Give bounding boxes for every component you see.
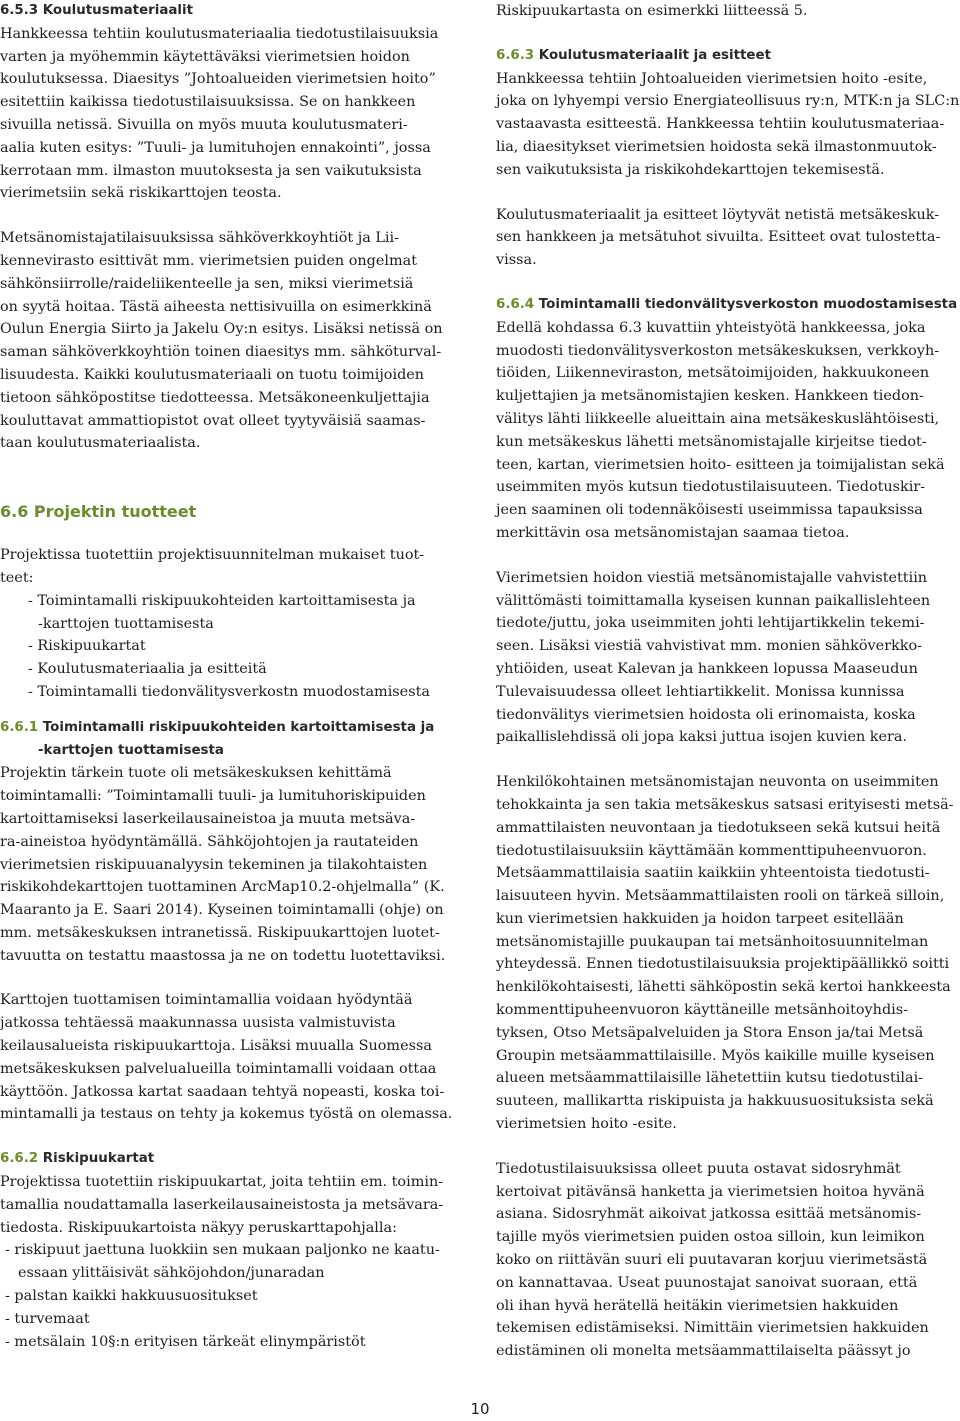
text-line: ammattilaisten neuvontaan ja tiedotukseen sekä kutsui heitä — [496, 819, 941, 836]
text-line: asiana. Sidosryhmät aikoivat jatkossa esittää metsänomis- — [496, 1206, 922, 1223]
bullet-list — [0, 590, 462, 704]
section-number-accent: 6.6.4 — [496, 296, 535, 312]
text-line: laisuuteen hyvin. Metsäammattilaisten rooli on tärkeä silloin, — [496, 888, 945, 905]
section-title-text: Projektin tuotteet — [28, 502, 197, 522]
text-line: paikallislehdissä oli jopa kaksi juttua isojen kuvien kera. — [496, 729, 908, 746]
text-line: Edellä kohdassa 6.3 kuvattiin yhteistyötä hankkeessa, joka — [496, 319, 926, 336]
section-heading-6-6 — [0, 500, 462, 524]
text-line: essaan ylittäisivät sähköjohdon/junaradan — [18, 1265, 325, 1282]
text-line: kuljettajien ja metsänomistajien kesken. Hankkeen tiedon- — [496, 388, 924, 405]
text-line: - Toimintamalli tiedonvälitysverkostn muodostamisesta — [28, 683, 430, 700]
text-line: tiedosta. Riskipuukartoista näkyy peruskarttapohjalla: — [0, 1219, 397, 1236]
section-title-text: Toimintamalli tiedonvälitysverkoston muodostamisesta — [534, 296, 958, 312]
paragraph — [0, 1171, 462, 1239]
text-line: lia, diaesitykset vierimetsien hoidosta sekä ilmastonmuutok- — [496, 138, 937, 155]
text-line: lisuudesta. Kaikki koulutusmateriaali on tuotu toimijoiden — [0, 366, 425, 383]
text-line: - palstan kaikki hakkuusuositukset — [5, 1288, 258, 1305]
text-line: Riskipuukartasta on esimerkki liitteessä 5. — [496, 3, 808, 19]
text-line: koulutuksessa. Diaesitys ”Johtoalueiden vierimetsien hoito” — [0, 71, 436, 88]
paragraph — [0, 227, 462, 455]
paragraph — [496, 204, 960, 272]
section-number-accent: 6.6.2 — [0, 1151, 39, 1167]
text-line: sen vaikutuksista ja riskikohdekarttojen tekemisestä. — [496, 161, 885, 178]
text-line: useimmiten myös kutsun tiedotustilaisuuteen. Tiedotuskir- — [496, 479, 926, 496]
text-line: - riskipuut jaettuna luokkiin sen mukaan paljonko ne kaatu- — [5, 1242, 440, 1259]
text-line: -karttojen tuottamisesta — [38, 742, 224, 758]
text-line: edistäminen oli monelta metsäammattilaiselta päässyt jo — [496, 1343, 911, 1360]
section-title-text: Koulutusmateriaalit ja esitteet — [534, 47, 771, 63]
paragraph — [496, 0, 960, 23]
text-line: tajille myös vierimetsien puiden ostoa silloin, kun leimikon — [496, 1229, 925, 1246]
text-line: vastaavasta esitteestä. Hankkeessa tehtiin koulutusmateriaa- — [496, 116, 945, 133]
text-line: kerrotaan mm. ilmaston muutoksesta ja sen vaikutuksista — [0, 162, 422, 179]
text-line: Tiedotustilaisuuksissa olleet puuta ostavat sidosryhmät — [496, 1160, 901, 1177]
text-line: esitettiin kaikissa tiedotustilaisuuksissa. Se on hankkeen — [0, 94, 416, 111]
text-line: jatkossa tehtäessä maakunnassa uusista valmistuvista — [0, 1015, 396, 1032]
text-line: Hankkeessa tehtiin Johtoalueiden vierimetsien hoito -esite, — [496, 70, 928, 87]
text-line: tiedonvälitys vierimetsien hoidosta oli erinomaista, koska — [496, 706, 916, 723]
text-line: käyttöön. Jatkossa kartat saadaan tehtyä nopeasti, koska toi- — [0, 1083, 445, 1100]
text-line: on kannattavaa. Useat puunostajat sanoivat suoraan, että — [496, 1274, 918, 1291]
section-heading-6-6-3 — [496, 45, 960, 68]
paragraph — [0, 544, 462, 590]
paragraph — [496, 771, 960, 1136]
right-column — [496, 0, 960, 1363]
text-line: tiedote/juttu, joka useimmiten johti lehtijartikkelin tekemi- — [496, 615, 925, 632]
text-line — [496, 45, 960, 68]
text-line: tyksen, Otso Metsäpalveluiden ja Stora Enson ja/tai Metsä — [496, 1024, 924, 1041]
text-line: koko on riittävän suuri eli puutavaran korjuu vierimetsästä — [496, 1252, 928, 1269]
text-line — [0, 1148, 462, 1171]
text-line — [0, 500, 462, 524]
text-line: kertoivat pitävänsä hanketta ja vierimetsien hoitoa hyvänä — [496, 1183, 925, 1200]
text-line: seen. Lisäksi viestiä vahvistivat mm. monien sähköverkko- — [496, 638, 923, 655]
section-heading-6-6-2 — [0, 1148, 462, 1171]
text-line: - turvemaat — [5, 1310, 90, 1327]
text-line: välitys lähti liikkeelle alueittain aina metsäkeskuslähtöisesti, — [496, 410, 940, 427]
text-line: metsäkeskuksen palvelualueilla toimintamalli voidaan ottaa — [0, 1060, 437, 1077]
text-line: jeen saaminen oli todennäköisesti useimmissa tapauksissa — [496, 502, 923, 519]
text-line: Hankkeessa tehtiin koulutusmateriaalia tiedotustilaisuuksia — [0, 25, 439, 42]
text-line: tiöiden, Liikenneviraston, metsätoimijoiden, hakkuukoneen — [496, 365, 930, 382]
left-column — [0, 0, 462, 1353]
text-line: mintamalli ja testaus on tehty ja kokemus työstä on olemassa. — [0, 1106, 453, 1123]
paragraph — [496, 68, 960, 182]
text-line: sähkönsiirrolle/raideliikenteelle ja sen, miksi vierimetsiä — [0, 275, 414, 292]
section-heading-6-6-1 — [0, 717, 462, 763]
text-line: 6.5.3 Koulutusmateriaalit — [0, 3, 194, 18]
text-line: kommenttipuheenvuoron käyttäneille metsänhoitoyhdis- — [496, 1002, 909, 1019]
text-line: alueen metsäammattilaisille lähetettiin kutsu tiedotustilai- — [496, 1070, 924, 1087]
paragraph — [0, 989, 462, 1126]
text-line: tamallia noudattamalla laserkeilausaineistosta ja metsävara- — [0, 1196, 444, 1213]
text-line: metsänomistajille puukaupan tai metsänhoitosuunnitelman — [496, 933, 929, 950]
bullet-list — [0, 1239, 462, 1353]
text-line: keilausalueista riskipuukarttoja. Lisäksi muualla Suomessa — [0, 1038, 432, 1055]
text-line: toimintamalli: ”Toimintamalli tuuli- ja lumituhoriskipuiden — [0, 788, 426, 805]
text-line: tehokkainta ja sen takia metsäkeskus satsasi erityisesti metsä- — [496, 796, 954, 813]
text-line: joka on lyhyempi versio Energiateollisuus ry:n, MTK:n ja SLC:n — [496, 93, 960, 110]
text-line: henkilökohtaisesti, lähetti sähköpostin sekä kertoi hankkeesta — [496, 979, 951, 996]
text-line: vierimetsiin sekä riskikarttojen teosta. — [0, 185, 282, 202]
text-line: mm. metsäkeskuksen intranetissä. Riskipuukarttojen luotet- — [0, 924, 440, 941]
text-line: kouluttavat ammattiopistot ovat olleet tyytyväisiä saamas- — [0, 412, 426, 429]
text-line: muodosti tiedonvälitysverkoston metsäkeskuksen, verkkoyh- — [496, 342, 940, 359]
section-number-accent: 6.6 — [0, 502, 29, 522]
text-line: ra-aineistoa hyödyntämällä. Sähköjohtojen ja rautateiden — [0, 833, 419, 850]
text-line: teet: — [0, 569, 34, 586]
text-line: varten ja myöhemmin käytettäväksi vierimetsien hoidon — [0, 48, 410, 65]
text-line: tavuutta on testattu maastossa ja ne on todettu luotettaviksi. — [0, 947, 446, 964]
text-line: välittömästi toimittamalla kyseisen kunnan paikallislehteen — [496, 592, 931, 609]
text-line: Projektin tärkein tuote oli metsäkeskuksen kehittämä — [0, 765, 392, 782]
text-line: - Koulutusmateriaalia ja esitteitä — [28, 661, 267, 678]
text-line — [496, 294, 960, 317]
text-line: tiedotustilaisuuksiin käyttämään kommenttipuheenvuoron. — [496, 842, 927, 859]
text-line: Karttojen tuottamisen toimintamallia voidaan hyödyntää — [0, 992, 413, 1009]
text-line: Henkilökohtainen metsänomistajan neuvonta on useimmiten — [496, 774, 939, 791]
text-line — [0, 717, 462, 740]
text-line: on syytä hoitaa. Tästä aiheesta nettisivuilla on esimerkkinä — [0, 298, 432, 315]
text-line: vierimetsien hoito -esite. — [496, 1116, 677, 1133]
text-line: aalia kuten esitys: ”Tuuli- ja lumituhojen ennakointi”, jossa — [0, 139, 431, 156]
text-line: Projektissa tuotettiin projektisuunnitelman mukaiset tuot- — [0, 547, 425, 564]
text-line: vissa. — [496, 252, 537, 269]
text-line: sivuilla netissä. Sivuilla on myös muuta koulutusmateri- — [0, 116, 408, 133]
text-line: - Toimintamalli riskipuukohteiden kartoittamisesta ja — [28, 592, 416, 609]
text-line: oli ihan hyvä herätellä heitäkin vierimetsien hakkuiden — [496, 1297, 899, 1314]
text-line: Koulutusmateriaalit ja esitteet löytyvät netistä metsäkeskuk- — [496, 206, 940, 223]
text-line: kun metsäkeskus lähetti metsänomistajalle kirjeitse tiedot- — [496, 433, 927, 450]
text-line: suuteen, mallikartta riskipuista ja hakkuusuosituksista sekä — [496, 1093, 934, 1110]
text-line: vierimetsien riskipuuanalyysin tekeminen ja tilakohtaisten — [0, 856, 428, 873]
text-line: - metsälain 10§:n erityisen tärkeät elinympäristöt — [5, 1333, 366, 1350]
text-line: Groupin metsäammattilaisille. Myös kaikille muille kyseisen — [496, 1047, 935, 1064]
text-line: merkittävin osa metsänomistajan saamaa tietoa. — [496, 524, 850, 541]
text-line: yhteydessä. Ennen tiedotustilaisuuksia projektipäällikkö soitti — [496, 956, 950, 973]
text-line: kartoittamiseksi laserkeilausaineistoa ja muuta metsäva- — [0, 810, 416, 827]
text-line: -karttojen tuottamisesta — [38, 615, 214, 632]
section-title-text: Toimintamalli riskipuukohteiden kartoittamisesta ja — [38, 719, 435, 735]
text-line: Oulun Energia Siirto ja Jakelu Oy:n esitys. Lisäksi netissä on — [0, 321, 443, 338]
section-title-text: Riskipuukartat — [38, 1151, 155, 1167]
text-line: Projektissa tuotettiin riskipuukartat, joita tehtiin em. toimin- — [0, 1174, 444, 1191]
text-line: kun vierimetsien hakkuiden ja hoidon tarpeet esitellään — [496, 910, 904, 927]
text-line: tekemisen edistämiseksi. Nimittäin vierimetsien hakkuiden — [496, 1320, 929, 1337]
page-number: 10 — [470, 1400, 490, 1418]
text-line: Metsänomistajatilaisuuksissa sähköverkkoyhtiöt ja Lii- — [0, 230, 399, 247]
paragraph — [0, 762, 462, 967]
text-line: Tulevaisuudessa olleet lehtiartikkelit. Monissa kunnissa — [496, 683, 905, 700]
text-line: sen hankkeen ja metsätuhot sivuilta. Esitteet ovat tulostetta- — [496, 229, 941, 246]
section-heading-6-6-4 — [496, 294, 960, 317]
text-line: Metsäammattilaisia saatiin kaikkiin yhteentoista tiedotusti- — [496, 865, 930, 882]
paragraph — [496, 1158, 960, 1363]
text-line: teen, kartan, vierimetsien hoito- esitteen ja toimijalistan sekä — [496, 456, 945, 473]
text-line: - Riskipuukartat — [28, 638, 146, 655]
paragraph — [0, 23, 462, 205]
text-line: yhtiöiden, useat Kalevan ja hankkeen lopussa Maaseudun — [496, 660, 918, 677]
text-line: Maaranto ja E. Saari 2014). Kyseinen toimintamalli (ohje) on — [0, 902, 444, 919]
section-number-accent: 6.6.1 — [0, 719, 39, 735]
text-line: saman sähköverkkoyhtiön toinen diaesitys mm. sähköturval- — [0, 344, 442, 361]
section-heading-6-5-3 — [0, 0, 462, 23]
text-line: tietoon sähköpostitse tiedotteessa. Metsäkoneenkuljettajia — [0, 389, 430, 406]
text-line: Vierimetsien hoidon viestiä metsänomistajalle vahvistettiin — [496, 569, 928, 586]
paragraph — [496, 317, 960, 545]
text-line: kennevirasto esittivät mm. vierimetsien puiden ongelmat — [0, 252, 418, 269]
text-line: taan koulutusmateriaalista. — [0, 435, 201, 452]
paragraph — [496, 567, 960, 749]
section-number-accent: 6.6.3 — [496, 47, 535, 63]
text-line: riskikohdekarttojen tuottaminen ArcMap10.2-ohjelmalla” (K. — [0, 879, 445, 896]
